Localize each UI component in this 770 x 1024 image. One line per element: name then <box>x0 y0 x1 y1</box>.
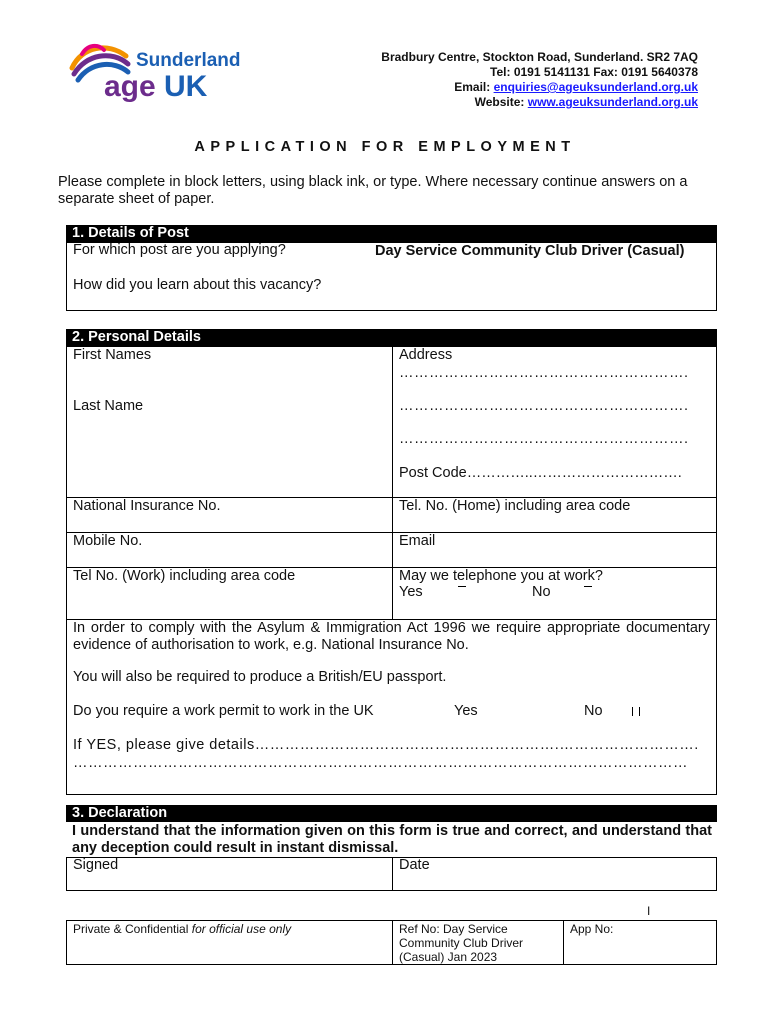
declaration-text: I understand that the information given on this form is true and correct, and understand that any deception could result in instant dismissal. <box>72 823 712 856</box>
telephone-no-label: No <box>532 584 551 600</box>
address-label[interactable]: Address <box>399 347 453 363</box>
private-confidential-label: Private & Confidential for official use only <box>73 922 292 936</box>
official-use-only-text: for official use only <box>191 922 292 936</box>
stray-mark: I <box>647 904 651 918</box>
website-label: Website: <box>474 95 528 109</box>
may-telephone-question: May we telephone you at work? <box>399 568 603 584</box>
address-dots-1: …………………………………………………. <box>399 365 689 381</box>
last-name-label[interactable]: Last Name <box>73 398 144 414</box>
tel-work-label[interactable]: Tel No. (Work) including area code <box>73 568 296 584</box>
page-title: APPLICATION FOR EMPLOYMENT <box>194 139 576 155</box>
post-value[interactable]: Day Service Community Club Driver (Casual) <box>375 243 685 259</box>
website-link[interactable]: www.ageuksunderland.org.uk <box>527 95 698 109</box>
telephone-yes-label: Yes <box>399 584 423 600</box>
tel-fax-line: Tel: 0191 5141131 Fax: 0191 5640378 <box>490 65 698 79</box>
work-permit-yes-label: Yes <box>454 703 478 719</box>
address-dots-2: …………………………………………………. <box>399 398 689 414</box>
first-names-label[interactable]: First Names <box>73 347 152 363</box>
address-dots-3: …………………………………………………. <box>399 431 689 447</box>
ref-line-1: Ref No: Day Service <box>399 922 508 936</box>
signed-label[interactable]: Signed <box>73 857 119 873</box>
if-yes-details-dots: …………………………………………………………………………………………………………… <box>73 755 688 771</box>
section-2-heading: 2. Personal Details <box>66 329 717 346</box>
telephone-no-checkbox[interactable] <box>584 586 592 587</box>
work-permit-no-checkbox[interactable] <box>632 707 640 716</box>
work-permit-question: Do you require a work permit to work in the UK <box>73 703 374 719</box>
section-3-heading: 3. Declaration <box>66 805 717 822</box>
email-line <box>381 80 698 95</box>
passport-text: You will also be required to produce a British/EU passport. <box>73 669 447 685</box>
if-yes-details[interactable]: If YES, please give details…………………………………………………….………………………. <box>73 737 699 753</box>
ref-line-2: Community Club Driver <box>399 936 524 950</box>
ref-line-3: (Casual) Jan 2023 <box>399 950 498 964</box>
mobile-label[interactable]: Mobile No. <box>73 533 143 549</box>
date-label[interactable]: Date <box>399 857 430 873</box>
logo-swoosh-icon <box>68 40 248 108</box>
age-uk-sunderland-logo <box>68 40 248 108</box>
address-line: Bradbury Centre, Stockton Road, Sunderland. SR2 7AQ <box>381 50 698 64</box>
logo-age-text: age <box>104 70 156 103</box>
app-no-label[interactable]: App No: <box>570 922 614 936</box>
tel-home-label[interactable]: Tel. No. (Home) including area code <box>399 498 631 514</box>
ni-number-label[interactable]: National Insurance No. <box>73 498 221 514</box>
asylum-act-text: In order to comply with the Asylum & Immigration Act 1996 we require appropriate documentary evidence of authorisation to work, e.g. National Insurance No. <box>73 620 710 653</box>
post-code-label[interactable]: Post Code…………..…………………………. <box>399 465 682 481</box>
telephone-yes-checkbox[interactable] <box>458 586 466 587</box>
website-line <box>381 95 698 110</box>
contact-details <box>381 50 698 110</box>
work-permit-no-label: No <box>584 703 603 719</box>
email-field-label[interactable]: Email <box>399 533 436 549</box>
section-1-heading: 1. Details of Post <box>66 225 717 242</box>
logo-uk-text: UK <box>164 70 208 103</box>
intro-text: Please complete in block letters, using black ink, or type. Where necessary continue answers on a separate sheet of paper. <box>58 174 688 207</box>
email-label: Email: <box>454 80 494 94</box>
vacancy-question: How did you learn about this vacancy? <box>73 277 322 293</box>
email-link[interactable]: enquiries@ageuksunderland.org.uk <box>493 80 698 94</box>
logo-sunderland-text: Sunderland <box>136 50 241 71</box>
post-question: For which post are you applying? <box>73 242 286 258</box>
